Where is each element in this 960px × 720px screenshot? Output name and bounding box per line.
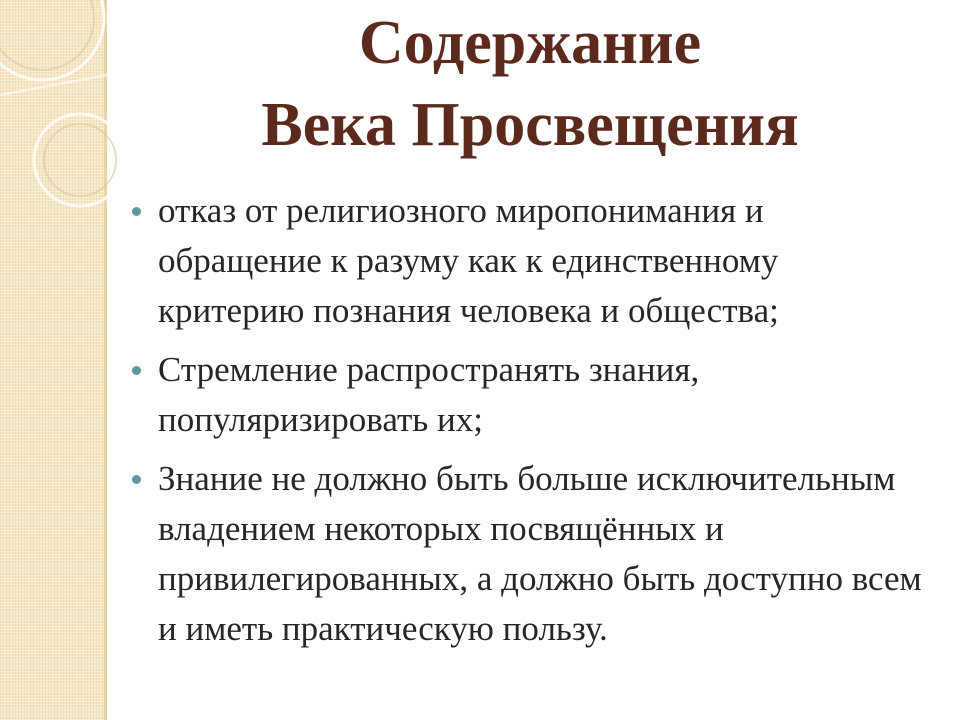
bullet-item xyxy=(128,454,928,654)
bullet-list xyxy=(128,186,928,663)
slide-title-line1: Содержание xyxy=(358,9,702,77)
bullet-item xyxy=(128,186,928,336)
slide-title-line2: Века Просвещения xyxy=(261,91,799,159)
decorative-ring-small-inner xyxy=(44,124,116,196)
bullet-dot-icon xyxy=(132,366,141,375)
bullet-text: Знание не должно быть больше исключительным владением некоторых посвящённых и привилегированных, а должно быть доступно всем и иметь практическую пользу. xyxy=(158,459,922,648)
bullet-dot-icon xyxy=(132,207,141,216)
bullet-text: Стремление распространять знания, популяризировать их; xyxy=(158,350,700,439)
bullet-text: отказ от религиозного миропонимания и обращение к разуму как к единственному критерию познания человека и общества; xyxy=(158,191,779,330)
decorative-ring-small xyxy=(34,114,126,206)
decorative-ring-large-inner xyxy=(0,0,94,70)
slide-title xyxy=(120,2,940,166)
bullet-dot-icon xyxy=(132,475,141,484)
bullet-item xyxy=(128,345,928,445)
